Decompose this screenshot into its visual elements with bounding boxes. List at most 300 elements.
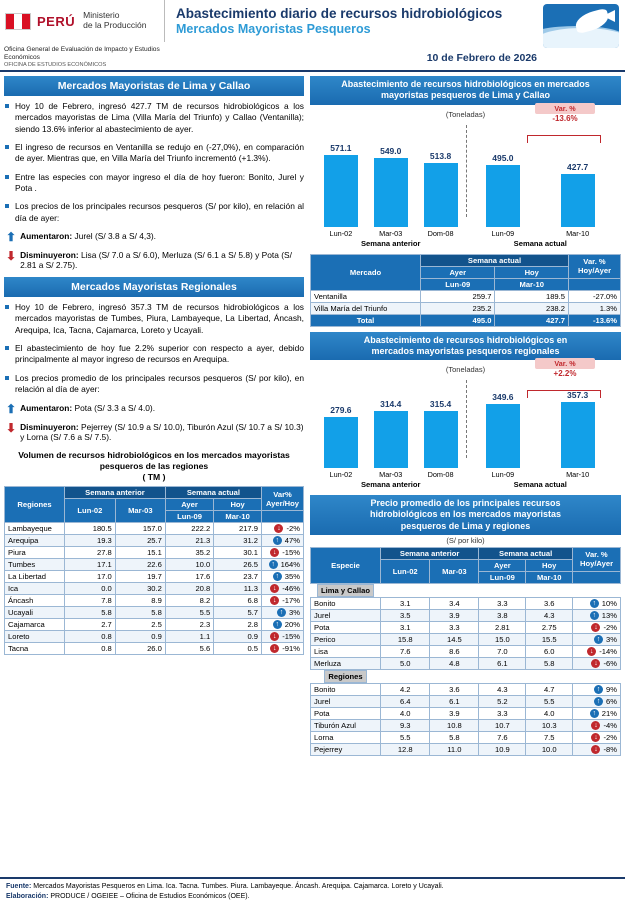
- th-prev2: Mar-03: [430, 559, 479, 583]
- market-table: [310, 254, 621, 327]
- price-down-text: Lisa (S/ 7.0 a S/ 6.0), Merluza (S/ 6.1 a S/ 5.8) y Pota (S/ 2.81 a S/ 2.75).: [20, 250, 292, 271]
- cell-v1: 2.7: [65, 619, 116, 631]
- table-row: [5, 559, 304, 571]
- footer-elaboration: [6, 892, 619, 901]
- cell-species: Lisa: [311, 645, 381, 657]
- ministry-line2: de la Producción: [83, 20, 147, 30]
- regions-table-title-text: Volumen de recursos hidrobiológicos en los mercados mayoristas pesqueros de las regiones: [18, 449, 290, 471]
- cell-v4: 2.8: [214, 619, 262, 631]
- chart1-xaxis: [316, 229, 615, 238]
- arrow-up-icon: ↑: [273, 572, 282, 581]
- cell-v2: 8.9: [115, 595, 165, 607]
- cell-var: ↓ -15%: [262, 631, 304, 643]
- cell-v2: 19.7: [115, 571, 165, 583]
- list-item: Entre las especies con mayor ingreso el día de hoy fueron: Bonito, Jurel y Pota .: [4, 172, 304, 195]
- x-tick: Mar-03: [379, 228, 403, 238]
- cell-v2: 3.6: [430, 683, 479, 695]
- cell-species: Bonito: [311, 683, 381, 695]
- cell-v4: 5.5: [526, 695, 573, 707]
- cell-var: ↓ -2%: [573, 731, 621, 743]
- cell-species: Jurel: [311, 609, 381, 621]
- cell-v1: 5.5: [381, 731, 430, 743]
- table-row: [311, 695, 621, 707]
- chart2-title-l1: Abastecimiento de recursos hidrobiológicos en: [363, 334, 568, 345]
- cell-var: ↑ 164%: [262, 559, 304, 571]
- cell-v4: 26.5: [214, 559, 262, 571]
- cell-v2: 5.8: [430, 731, 479, 743]
- cell-v3: 7.6: [479, 731, 526, 743]
- price-down-label: Disminuyeron:: [20, 421, 79, 432]
- list-item: Hoy 10 de Febrero, ingresó 427.7 TM de recursos hidrobiológicos a los mercados mayoristas de Lima (Villa María del Triunfo) y Callao (Ventanilla); siendo 13.6% inferior al abastecimiento de ayer.: [4, 101, 304, 135]
- office-line1: Oficina General de Evaluación de Impacto y Estudios Económicos: [4, 46, 160, 62]
- cell-var: ↑ 3%: [262, 607, 304, 619]
- cell-v1: 5.8: [65, 607, 116, 619]
- cell-v1: 4.2: [381, 683, 430, 695]
- bar: 571.1: [324, 155, 358, 226]
- arrow-down-icon: ↓: [270, 596, 279, 605]
- th-cur2-b: Mar-10: [214, 511, 262, 523]
- chart1-var-label: Var. %: [535, 103, 595, 114]
- chart1-unit: (Toneladas): [445, 109, 486, 119]
- chart1-var-value: -13.6%: [552, 113, 578, 123]
- cell-v3: 3.3: [479, 707, 526, 719]
- cell-v1: 5.0: [381, 657, 430, 669]
- cell-v4: 11.3: [214, 583, 262, 595]
- cell-v1: 17.0: [65, 571, 116, 583]
- group-label-curr: Semana actual: [513, 238, 567, 248]
- cell-v1: 0.8: [65, 631, 116, 643]
- cell-species: Bonito: [311, 597, 381, 609]
- cell-total-label: Total: [311, 314, 421, 326]
- cell-v3: 5.6: [165, 643, 213, 655]
- cell-v1: 15.8: [381, 633, 430, 645]
- arrow-down-icon: ↓: [591, 733, 600, 742]
- arrow-down-icon: ↓: [587, 647, 596, 656]
- cell-v2: 30.2: [115, 583, 165, 595]
- cell-total-hoy: 427.7: [495, 314, 569, 326]
- arrow-up-icon: ↑: [590, 599, 599, 608]
- x-tick: Dom-08: [427, 228, 454, 238]
- group-label: Regiones: [324, 670, 366, 683]
- cell-market: Villa María del Triunfo: [311, 302, 421, 314]
- cell-v4: 5.7: [214, 607, 262, 619]
- th-group-curr: Semana actual: [421, 254, 569, 266]
- arrow-down-icon: ↓: [270, 548, 279, 557]
- office-line2: OFICINA DE ESTUDIOS ECONÓMICOS: [4, 62, 107, 69]
- cell-v4: 4.0: [526, 707, 573, 719]
- cell-var: ↓ -17%: [262, 595, 304, 607]
- cell-v2: 22.6: [115, 559, 165, 571]
- cell-v2: 14.5: [430, 633, 479, 645]
- cell-v1: 17.1: [65, 559, 116, 571]
- arrow-up-icon: ⬆: [6, 230, 17, 245]
- cell-region: Áncash: [5, 595, 65, 607]
- cell-v1: 3.1: [381, 621, 430, 633]
- cell-var: ↑ 10%: [573, 597, 621, 609]
- page-footer: [0, 877, 625, 904]
- bar: 513.8: [424, 163, 458, 226]
- page-subtitle: Mercados Mayoristas Pesqueros: [176, 22, 371, 36]
- cell-region: Arequipa: [5, 535, 65, 547]
- cell-var: ↑ 6%: [573, 695, 621, 707]
- th-cur1-a: Ayer: [165, 499, 213, 511]
- price-up-regional: [6, 403, 304, 415]
- cell-species: Merluza: [311, 657, 381, 669]
- th-hoy: Hoy: [495, 266, 569, 278]
- cell-v3: 222.2: [165, 523, 213, 535]
- cell-var: ↓ -4%: [573, 719, 621, 731]
- price-down-regional: [6, 422, 304, 442]
- regions-table-unit: ( TM ): [142, 471, 166, 482]
- table-row: [311, 633, 621, 645]
- ministry-line1: Ministerio: [83, 10, 120, 21]
- footer-source-label: Fuente:: [6, 883, 32, 891]
- chart1-groups: [316, 239, 615, 248]
- cell-total-var: -13.6%: [569, 314, 621, 326]
- th-var-l1: Var%: [273, 489, 292, 499]
- cell-v3: 5.5: [165, 607, 213, 619]
- cell-v1: 27.8: [65, 547, 116, 559]
- cell-v3: 35.2: [165, 547, 213, 559]
- cell-species: Jurel: [311, 695, 381, 707]
- bar: 315.4: [424, 411, 458, 468]
- chart2-title: [310, 332, 621, 361]
- price-up-label: Aumentaron:: [20, 402, 73, 413]
- arrow-up-icon: ↑: [590, 611, 599, 620]
- cell-v4: 31.2: [214, 535, 262, 547]
- arrow-down-icon: ↓: [270, 584, 279, 593]
- cell-ayer: 235.2: [421, 302, 495, 314]
- cell-v3: 2.3: [165, 619, 213, 631]
- cell-v1: 12.8: [381, 743, 430, 755]
- section-title-regional: Mercados Mayoristas Regionales: [4, 277, 304, 297]
- footer-source: [6, 882, 619, 891]
- th-ayer: Ayer: [421, 266, 495, 278]
- prices-table-body: [311, 583, 621, 755]
- cell-v1: 19.3: [65, 535, 116, 547]
- price-up-text: Jurel (S/ 3.8 a S/ 4,3).: [74, 231, 156, 242]
- th-prev2: Mar-03: [115, 499, 165, 523]
- table-row: [311, 290, 621, 302]
- x-tick: Mar-10: [566, 470, 590, 479]
- chart2-xaxis: [316, 470, 615, 479]
- cell-region: Tacna: [5, 643, 65, 655]
- chart1-title-l1: Abastecimiento de recursos hidrobiológicos en mercados: [341, 79, 590, 89]
- list-item: El abastecimiento de hoy fue 2.2% superior con respecto a ayer, debido principalmente al mayor ingreso de recursos en Arequipa.: [4, 343, 304, 366]
- chart2-plot: [316, 386, 615, 468]
- table-row: [5, 607, 304, 619]
- arrow-down-icon: ↓: [591, 721, 600, 730]
- arrow-down-icon: ↓: [270, 632, 279, 641]
- th-var: Var. % Hoy/Ayer: [569, 254, 621, 278]
- cell-species: Pota: [311, 621, 381, 633]
- list-item: Los precios de los principales recursos pesqueros (S/ por kilo), en relación al día de ayer:: [4, 201, 304, 224]
- th-cur1-b: Lun-09: [165, 511, 213, 523]
- ministry-name: [83, 11, 146, 31]
- arrow-down-icon: ↓: [591, 745, 600, 754]
- cell-v3: 15.0: [479, 633, 526, 645]
- cell-v4: 23.7: [214, 571, 262, 583]
- prices-table: [310, 547, 621, 756]
- cell-v2: 157.0: [115, 523, 165, 535]
- chart2: [310, 360, 621, 491]
- cell-v3: 7.0: [479, 645, 526, 657]
- prices-title-l1: Precio promedio de los principales recursos: [370, 498, 561, 508]
- table-row: [311, 707, 621, 719]
- cell-v1: 3.5: [381, 609, 430, 621]
- table-row: [311, 683, 621, 695]
- bar: 495.0: [486, 165, 520, 226]
- cell-v3: 2.81: [479, 621, 526, 633]
- th-cur1-b: Lun-09: [479, 571, 526, 583]
- table-row: [5, 583, 304, 595]
- page-title: Abastecimiento diario de recursos hidrobiológicos: [176, 6, 503, 21]
- bar: 549.0: [374, 158, 408, 226]
- arrow-up-icon: ↑: [273, 536, 282, 545]
- arrow-down-icon: ↓: [274, 524, 283, 533]
- cell-ayer: 259.7: [421, 290, 495, 302]
- th-market: Mercado: [311, 254, 421, 290]
- cell-market: Ventanilla: [311, 290, 421, 302]
- footer-source-text: Mercados Mayoristas Pesqueros en Lima. Ica. Tacna. Tumbes. Piura. Lambayeque. Áncash. Arequipa. Cajamarca. Loreto y Ucayali.: [33, 883, 444, 891]
- cell-v3: 4.3: [479, 683, 526, 695]
- arrow-down-icon: ⬇: [6, 249, 17, 264]
- cell-v4: 2.75: [526, 621, 573, 633]
- cell-region: Ucayali: [5, 607, 65, 619]
- arrow-down-icon: ⬇: [6, 420, 17, 435]
- cell-v1: 3.1: [381, 597, 430, 609]
- table-row: [311, 302, 621, 314]
- table-row: [311, 743, 621, 755]
- cell-v1: 7.8: [65, 595, 116, 607]
- cell-v1: 6.4: [381, 695, 430, 707]
- arrow-up-icon: ↑: [594, 685, 603, 694]
- chart2-title-l2: mercados mayoristas pesqueros regionales: [371, 345, 560, 356]
- cell-v4: 3.6: [526, 597, 573, 609]
- cell-var: -27.0%: [569, 290, 621, 302]
- cell-v2: 8.6: [430, 645, 479, 657]
- cell-v3: 3.8: [479, 609, 526, 621]
- cell-region: Cajamarca: [5, 619, 65, 631]
- arrow-up-icon: ↑: [273, 620, 282, 629]
- cell-species: Tiburón Azul: [311, 719, 381, 731]
- prices-table-unit: (S/ por kilo): [446, 535, 485, 545]
- bar: 357.3: [561, 402, 595, 468]
- bar: 349.6: [486, 404, 520, 468]
- table-row: [311, 719, 621, 731]
- th-cur2-a: Hoy: [526, 559, 573, 571]
- cell-v4: 0.9: [214, 631, 262, 643]
- th-cur2-a: Hoy: [214, 499, 262, 511]
- arrow-up-icon: ↑: [590, 709, 599, 718]
- cell-v4: 15.5: [526, 633, 573, 645]
- cell-var: ↓ -8%: [573, 743, 621, 755]
- cell-v3: 10.7: [479, 719, 526, 731]
- chart2-variation: [535, 358, 595, 378]
- arrow-down-icon: ↓: [270, 644, 279, 653]
- section-title-lima: Mercados Mayoristas de Lima y Callao: [4, 76, 304, 96]
- arrow-up-icon: ↑: [277, 608, 286, 617]
- cell-var: ↑ 20%: [262, 619, 304, 631]
- table-row: [311, 657, 621, 669]
- th-var: Var. % Hoy/Ayer: [573, 547, 621, 571]
- cell-v4: 6.8: [214, 595, 262, 607]
- cell-v1: 9.3: [381, 719, 430, 731]
- bullets-regional: [4, 302, 304, 395]
- arrow-up-icon: ↑: [594, 635, 603, 644]
- regions-table: [4, 486, 304, 655]
- cell-var: ↓ -91%: [262, 643, 304, 655]
- country-name: PERÚ: [37, 13, 76, 29]
- th-var-l2: Ayer/Hoy: [265, 498, 300, 508]
- table-row: [5, 595, 304, 607]
- cell-v4: 4.7: [526, 683, 573, 695]
- th-group-curr: Semana actual: [165, 487, 261, 499]
- group-label-curr: Semana actual: [513, 480, 567, 489]
- th-var: [262, 487, 304, 511]
- th-prev1: Lun-02: [65, 499, 116, 523]
- table-row: [5, 643, 304, 655]
- cell-region: Loreto: [5, 631, 65, 643]
- price-down-text: Pejerrey (S/ 10.9 a S/ 10.0), Tiburón Azul (S/ 10.7 a S/ 10.3) y Lorna (S/ 7.6 a S/ 7.5).: [20, 421, 304, 442]
- chart1-title-l2: mayoristas pesqueros de Lima y Callao: [380, 90, 551, 101]
- fish-logo-icon: [543, 4, 619, 48]
- cell-v3: 10.9: [479, 743, 526, 755]
- x-tick: Mar-10: [566, 228, 590, 238]
- arrow-up-icon: ↑: [594, 697, 603, 706]
- th-species: Especie: [311, 547, 381, 583]
- cell-v2: 10.8: [430, 719, 479, 731]
- chart1-divider: [466, 125, 467, 217]
- cell-v3: 17.6: [165, 571, 213, 583]
- cell-v1: 180.5: [65, 523, 116, 535]
- price-up-text: Pota (S/ 3.3 a S/ 4.0).: [74, 402, 156, 413]
- cell-hoy: 238.2: [495, 302, 569, 314]
- cell-v2: 4.8: [430, 657, 479, 669]
- cell-v2: 11.0: [430, 743, 479, 755]
- cell-v1: 0.0: [65, 583, 116, 595]
- chart1-variation: [535, 103, 595, 123]
- x-tick: Lun-09: [491, 228, 515, 238]
- cell-var: ↓ -15%: [262, 547, 304, 559]
- x-tick: Mar-03: [379, 470, 403, 479]
- cell-v4: 10.0: [526, 743, 573, 755]
- market-table-body: [311, 290, 621, 326]
- cell-var: ↓ -46%: [262, 583, 304, 595]
- price-up-lima: [6, 231, 304, 243]
- th-cur2-b: Mar-10: [526, 571, 573, 583]
- table-row: [311, 731, 621, 743]
- table-group-row: [311, 584, 381, 597]
- cell-v3: 3.3: [479, 597, 526, 609]
- cell-v3: 5.2: [479, 695, 526, 707]
- cell-var: ↑ 13%: [573, 609, 621, 621]
- th-hoy-date: Mar-10: [495, 278, 569, 290]
- group-label-prev: Semana anterior: [360, 480, 421, 489]
- ministry-block: [0, 0, 165, 42]
- cell-var: ↑ 21%: [573, 707, 621, 719]
- regions-table-body: [5, 523, 304, 655]
- cell-region: Piura: [5, 547, 65, 559]
- table-row: [311, 621, 621, 633]
- cell-var: ↓ -14%: [573, 645, 621, 657]
- table-group-row: [311, 670, 381, 683]
- cell-var: ↑ 9%: [573, 683, 621, 695]
- list-item: Hoy 10 de Febrero, ingresó 357.3 TM de recursos hidrobiológicos a los mercados mayoristas de Tumbes, Piura, Lambayeque, La Libertad, Áncash, Arequipa, Ica, Tacna, Cajamarca, Loreto y Ucayali.: [4, 302, 304, 336]
- x-tick: Lun-09: [491, 470, 515, 479]
- th-var-blank: [573, 571, 621, 583]
- prices-title-l3: pesqueros de Lima y regiones: [400, 520, 531, 531]
- peru-flag-icon: [5, 13, 31, 30]
- price-up-label: Aumentaron:: [20, 231, 73, 242]
- table-row: [5, 619, 304, 631]
- cell-v3: 10.0: [165, 559, 213, 571]
- list-item: Los precios promedio de los principales recursos pesqueros (S/ por kilo), en relación al día de ayer:: [4, 373, 304, 396]
- table-row-total: [311, 314, 621, 326]
- cell-v4: 0.5: [214, 643, 262, 655]
- prices-title-l2: hidrobiológicos en los mercados mayoristas: [369, 509, 562, 520]
- prices-table-title: [310, 495, 621, 535]
- th-group-prev: Semana anterior: [381, 547, 479, 559]
- cell-region: Tumbes: [5, 559, 65, 571]
- cell-region: Lambayeque: [5, 523, 65, 535]
- chart2-var-value: +2.2%: [553, 369, 577, 378]
- cell-region: La Libertad: [5, 571, 65, 583]
- group-label: Lima y Callao: [317, 584, 374, 597]
- cell-var: ↑ 47%: [262, 535, 304, 547]
- left-column: [4, 76, 304, 756]
- cell-v2: 3.3: [430, 621, 479, 633]
- cell-v2: 3.9: [430, 609, 479, 621]
- right-column: [310, 76, 621, 756]
- cell-v2: 26.0: [115, 643, 165, 655]
- table-row: [5, 535, 304, 547]
- table-row: [5, 523, 304, 535]
- cell-hoy: 189.5: [495, 290, 569, 302]
- cell-v3: 21.3: [165, 535, 213, 547]
- th-prev1: Lun-02: [381, 559, 430, 583]
- cell-v2: 5.8: [115, 607, 165, 619]
- chart2-var-label: Var. %: [535, 358, 595, 369]
- table-row: [5, 571, 304, 583]
- cell-v1: 7.6: [381, 645, 430, 657]
- cell-v4: 6.0: [526, 645, 573, 657]
- arrow-up-icon: ⬆: [6, 401, 17, 416]
- group-label-prev: Semana anterior: [360, 238, 421, 248]
- cell-region: Ica: [5, 583, 65, 595]
- bullets-lima: [4, 101, 304, 224]
- list-item: El ingreso de recursos en Ventanilla se redujo en (-27,0%), en comparación de ayer. Mientras que, en Villa María del Triunfo incrementó (+1.3%).: [4, 142, 304, 165]
- cell-v4: 217.9: [214, 523, 262, 535]
- cell-v1: 0.8: [65, 643, 116, 655]
- bar: 314.4: [374, 411, 408, 468]
- bar: 427.7: [561, 174, 595, 227]
- cell-var: ↓ -6%: [573, 657, 621, 669]
- report-title-block: [176, 6, 535, 36]
- chart1-plot: [316, 131, 615, 227]
- office-block: [4, 46, 174, 69]
- cell-v2: 6.1: [430, 695, 479, 707]
- cell-var: ↓ -2%: [262, 523, 304, 535]
- chart1: [310, 105, 621, 250]
- regions-table-title: [4, 450, 304, 484]
- th-group-curr: Semana actual: [479, 547, 573, 559]
- cell-v2: 3.9: [430, 707, 479, 719]
- x-tick: Dom-08: [427, 470, 454, 479]
- cell-v1: 4.0: [381, 707, 430, 719]
- cell-v3: 1.1: [165, 631, 213, 643]
- cell-v2: 3.4: [430, 597, 479, 609]
